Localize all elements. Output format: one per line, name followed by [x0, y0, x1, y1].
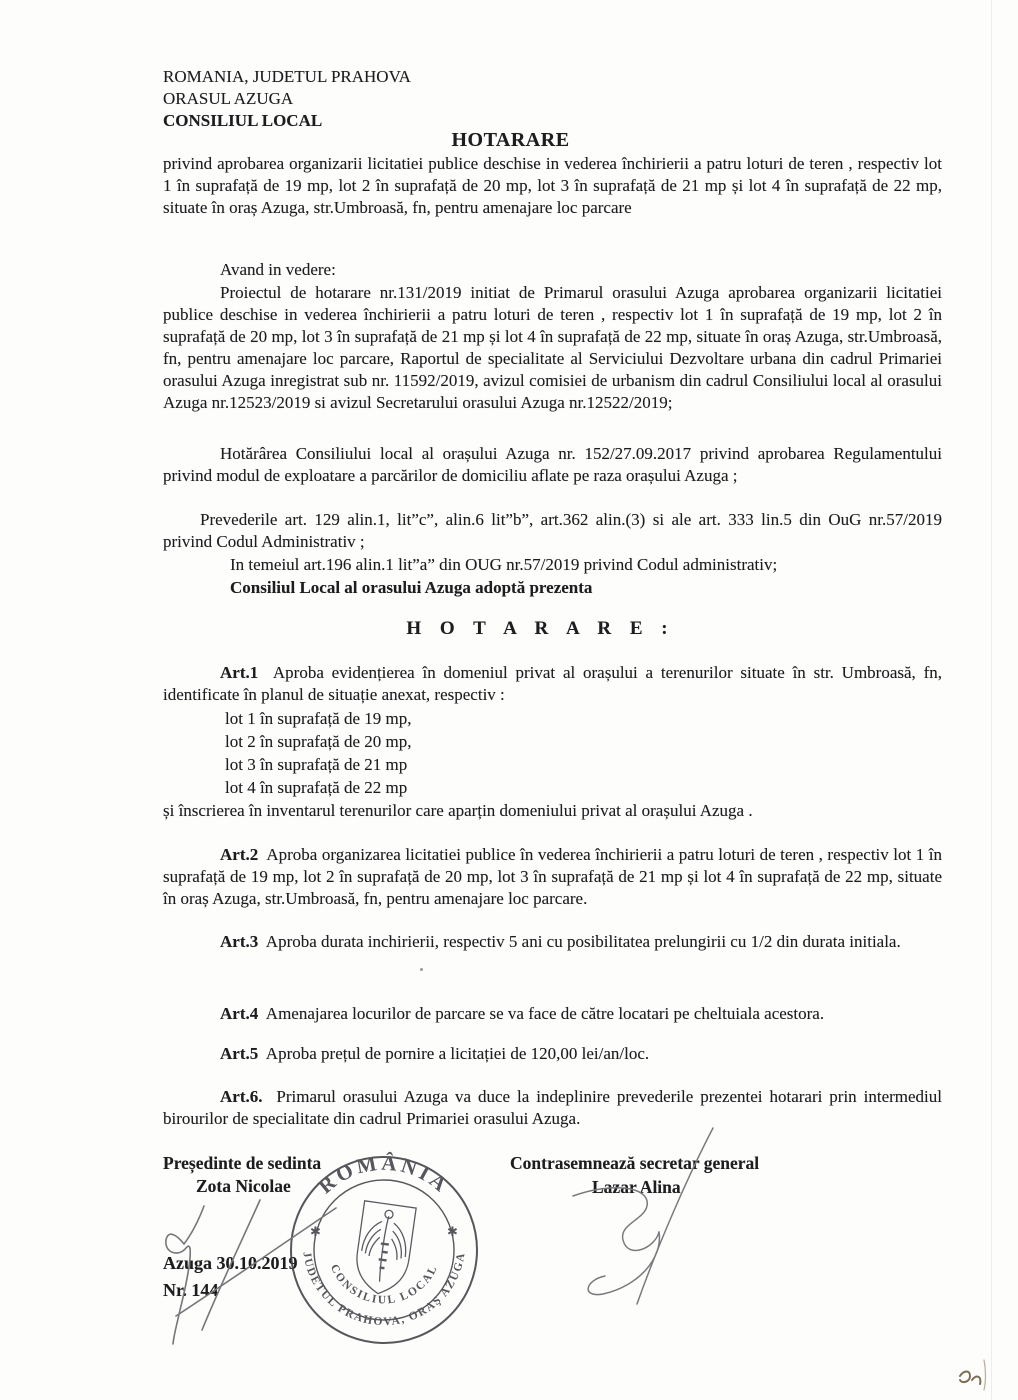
article-2-label: Art.2 [220, 845, 259, 864]
recital-temei: In temeiul art.196 alin.1 lit”a” din OUG nr.57/2019 privind Codul administrativ; [230, 555, 778, 574]
president-signature [140, 1178, 370, 1368]
stamp-county-text: JUDETUL PRAHOVA, ORAŞ AZUGA [300, 1250, 468, 1329]
having-regard-label: Avand in vedere: [220, 260, 336, 279]
article-6-text: Primarul orasului Azuga va duce la indeplinire prevederile prezentei hotarari prin intermediul birourilor de specialitate din cadrul Primariei orasului Azuga. [163, 1087, 943, 1128]
lot-item-4: lot 4 în suprafață de 22 mp [225, 778, 408, 797]
article-4-text: Amenajarea locurilor de parcare se va face de către locatari pe cheltuiala acestora. [265, 1004, 825, 1023]
document-number: Nr. 144 [163, 1280, 219, 1300]
document-title: HOTARARE [451, 129, 570, 151]
document-header [163, 66, 942, 132]
lot-item-1: lot 1 în suprafață de 19 mp, [225, 709, 412, 728]
header-line-council: CONSILIUL LOCAL [163, 111, 323, 130]
stamp-council-text: CONSILIUL LOCAL [327, 1262, 441, 1307]
article-5 [163, 1043, 942, 1065]
lot-list [163, 707, 1004, 799]
recital-hcl-152: Hotărârea Consiliului local al orașului Azuga nr. 152/27.09.2017 privind aprobarea Regulamentului privind modul de exploatare a parcărilor de domiciliu aflate pe raza orașului Azuga ; [163, 444, 942, 485]
stamp-country-text: ROMÂNIA [313, 1150, 455, 1199]
article-1-suffix: și înscrierea în inventarul terenurilor care aparțin domeniului privat al orașului Azuga . [163, 801, 753, 820]
recital-project: Proiectul de hotarare nr.131/2019 initiat de Primarul orasului Azuga aprobarea organizarii licitatiei publice deschise in vederea închirierii a patru loturi de teren , respectiv lot 1 în suprafață de 19 mp, lot 2 în suprafață de 20 mp, lot 3 în suprafață de 21 mp și lot 4 în suprafață de 22 mp, situate în oraș Azuga, str.Umbroasă, fn, pentru amenajare loc parcare, Raportul de specialitate al Serviciului Dezvoltare urbana din cadrul Primariei orasului Azuga inregistrat sub nr. 11592/2019, avizul comisiei de urbanism din cadrul Consiliului local al orasului Azuga nr.12523/2019 si avizul Secretarului orasului Azuga nr.12522/2019; [163, 283, 942, 412]
lot-item-3: lot 3 în suprafață de 21 mp [225, 755, 408, 774]
scan-speck [420, 968, 423, 971]
article-1 [163, 662, 942, 706]
article-3-text: Aproba durata inchirierii, respectiv 5 ani cu posibilitatea prelungirii cu 1/2 din durata initiala. [265, 932, 901, 951]
star-icon: ✱ [447, 1224, 458, 1239]
secretary-role: Contrasemnează secretar general [510, 1153, 760, 1173]
president-role: Președinte de sedinta [163, 1153, 322, 1173]
article-6 [163, 1086, 942, 1130]
star-icon: ✱ [310, 1224, 321, 1239]
article-1-label: Art.1 [220, 663, 259, 682]
recital-prevederi: Prevederile art. 129 alin.1, lit”c”, alin.6 lit”b”, art.362 alin.(3) si ale art. 333 lin.5 din OuG nr.57/2019 privind Codul Administrativ ; [163, 510, 942, 551]
secretary-signature [555, 1118, 765, 1318]
header-line-country: ROMANIA, JUDETUL PRAHOVA [163, 67, 411, 86]
article-5-text: Aproba prețul de pornire a licitației de 120,00 lei/an/loc. [265, 1044, 650, 1063]
intro-paragraph: privind aprobarea organizarii licitatiei publice deschise in vederea închirierii a patru loturi de teren , respectiv lot 1 în suprafață de 19 mp, lot 2 în suprafață de 20 mp, lot 3 în suprafață de 21 mp și lot 4 în suprafață de 22 mp, situate în oraș Azuga, str.Umbroasă, fn, pentru amenajare loc parcare [163, 154, 942, 217]
article-3-label: Art.3 [220, 932, 259, 951]
article-5-label: Art.5 [220, 1044, 259, 1063]
scan-artifact-line [991, 0, 992, 1400]
decision-heading: H O T A R A R E : [406, 618, 675, 639]
article-3 [163, 931, 942, 953]
place-date: Azuga 30.10.2019 [163, 1253, 298, 1273]
adoption-line: Consiliul Local al orasului Azuga adoptă prezenta [230, 578, 593, 597]
article-1-text: Aproba evidențierea în domeniul privat al orașului a terenurilor situate în str. Umbroasă, fn, identificate în planul de situație anexat, respectiv : [163, 663, 942, 704]
president-name: Zota Nicolae [196, 1176, 291, 1196]
article-6-label: Art.6. [220, 1087, 263, 1106]
secretary-name: Lazar Alina [592, 1177, 681, 1197]
lot-item-2: lot 2 în suprafață de 20 mp, [225, 732, 412, 751]
article-4 [163, 1003, 942, 1025]
article-4-label: Art.4 [220, 1004, 259, 1023]
corner-ink-mark [946, 1356, 1006, 1398]
header-line-city: ORASUL AZUGA [163, 89, 294, 108]
article-2-text: Aproba organizarea licitatiei publice în vederea închirierii a patru loturi de teren , respectiv lot 1 în suprafață de 19 mp, lot 2 în suprafață de 20 mp, lot 3 în suprafață de 21 mp și lot 4 în suprafață de 22 mp, situate în oraș Azuga, str.Umbroasă, fn, pentru amenajare loc parcare. [163, 845, 943, 908]
article-2 [163, 844, 942, 910]
